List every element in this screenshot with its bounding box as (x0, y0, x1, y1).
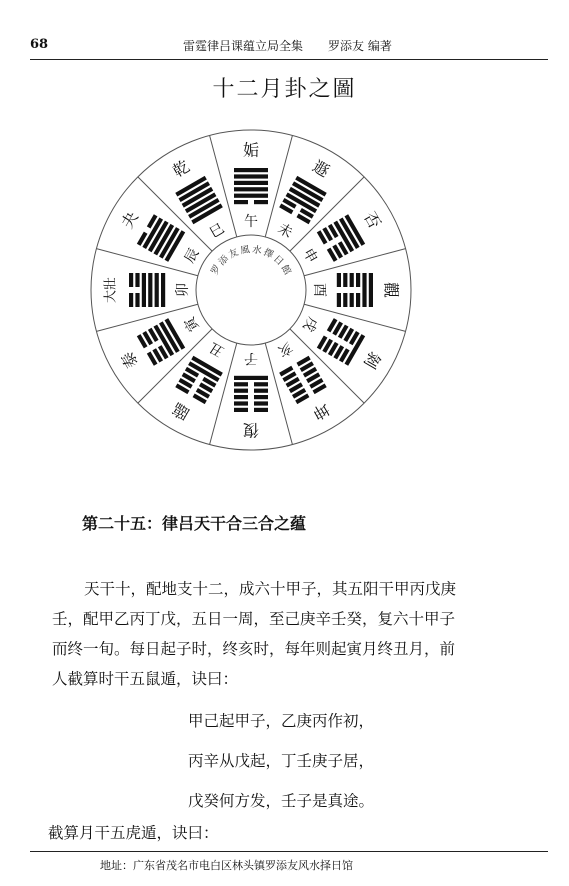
yang-line (142, 273, 146, 307)
yin-line (254, 200, 268, 204)
verse-line: 丙辛从戊起，丁壬庚子居， (188, 752, 375, 770)
sector-divider (265, 135, 292, 236)
branch-label: 丑 (206, 338, 228, 360)
yang-line (148, 273, 152, 307)
yin-line (135, 273, 139, 287)
yin-line (254, 395, 268, 399)
footer-address: 地址：广东省茂名市电白区林头镇罗添友风水择日馆 (100, 859, 353, 872)
yin-line (343, 273, 347, 287)
hexagram (317, 214, 365, 262)
branch-label: 寅 (181, 313, 203, 335)
yin-line (234, 389, 248, 393)
branch-label: 午 (244, 214, 258, 230)
sector-divider (96, 304, 197, 331)
yang-line (155, 273, 159, 307)
paragraph-line: 而终一旬。每日起子时，终亥时，每年则起寅月终丑月，前 (52, 640, 456, 658)
yin-line (337, 273, 341, 287)
sector-divider (96, 249, 197, 276)
yin-line (129, 293, 133, 307)
figure-title: 十二月卦之圖 (212, 77, 357, 102)
yin-line (135, 293, 139, 307)
hexagram (234, 168, 268, 204)
paragraph-line: 人截算时干五鼠遁，诀曰： (52, 670, 239, 688)
hexagram (175, 176, 223, 224)
gua-name-label: 泰 (117, 348, 142, 372)
yang-line (234, 376, 268, 380)
hexagram (137, 318, 185, 366)
hexagram (234, 376, 268, 412)
hexagram (279, 356, 327, 404)
yin-line (356, 273, 360, 287)
branch-label: 申 (299, 245, 321, 267)
sector-divider (210, 343, 237, 444)
gua-name-label: 否 (360, 208, 385, 232)
gua-name-label: 乾 (169, 156, 193, 181)
gua-name-label: 臨 (169, 399, 193, 424)
paragraph-line: 壬，配甲乙丙丁戊，五日一周，至己庚辛壬癸，复六十甲子 (52, 610, 456, 628)
yin-line (337, 293, 341, 307)
page-number: 68 (30, 37, 49, 52)
yang-line (362, 273, 366, 307)
branch-label: 戌 (299, 313, 321, 335)
verse-line: 甲己起甲子，乙庚丙作初， (188, 712, 375, 730)
yang-line (369, 273, 373, 307)
yin-line (254, 382, 268, 386)
yin-line (254, 408, 268, 412)
branch-label: 卯 (175, 283, 191, 297)
center-seal-char: 日 (270, 253, 286, 268)
sector-divider (265, 343, 292, 444)
branch-label: 巳 (206, 220, 228, 242)
center-seal-char: 罗 (209, 263, 224, 277)
gua-name-label: 復 (242, 420, 260, 440)
sector-divider (210, 135, 237, 236)
yin-line (254, 389, 268, 393)
closing-line: 截算月干五虎遁，诀曰： (48, 824, 219, 842)
branch-label: 未 (274, 220, 296, 242)
branch-label: 亥 (274, 338, 296, 360)
center-seal-char: 友 (226, 246, 241, 261)
gua-name-label: 夬 (117, 208, 142, 232)
hexagram (175, 356, 223, 404)
yang-line (234, 174, 268, 178)
branch-label: 酉 (311, 283, 327, 297)
sector-divider (304, 249, 405, 276)
verse-line: 戊癸何方发，壬子是真途。 (188, 792, 375, 810)
yin-line (234, 395, 248, 399)
page-header (30, 33, 548, 60)
branch-label: 子 (244, 350, 258, 366)
yin-line (343, 293, 347, 307)
yang-line (234, 194, 268, 198)
center-seal-char: 水 (251, 244, 263, 257)
author-credit: 罗添友 编著 (328, 39, 392, 53)
center-seal-char: 風 (239, 244, 251, 257)
gua-name-label: 遯 (309, 156, 333, 181)
paragraph-line: 天干十，配地支十二，成六十甲子，其五阳干甲丙戊庚 (84, 580, 457, 598)
section-title: 第二十五：律吕天干合三合之蕴 (82, 514, 307, 533)
gua-name-label: 觀 (381, 281, 401, 299)
yin-line (129, 273, 133, 287)
yin-line (350, 293, 354, 307)
branch-label: 辰 (181, 245, 203, 267)
hexagram (137, 214, 185, 262)
book-title: 雷霆律吕课蕴立局全集 (183, 39, 304, 53)
hexagram (317, 318, 365, 366)
yin-line (234, 200, 248, 204)
yang-line (234, 181, 268, 185)
yin-line (234, 401, 248, 405)
gua-name-label: 剝 (360, 348, 385, 372)
yin-line (234, 408, 248, 412)
yang-line (234, 187, 268, 191)
footer-rule (30, 851, 548, 852)
gua-name-label: 坤 (309, 399, 333, 424)
yang-line (234, 168, 268, 172)
yin-line (356, 293, 360, 307)
hexagram (279, 176, 327, 224)
hexagram (129, 273, 165, 307)
center-seal-char: 添 (216, 253, 232, 268)
hexagram (337, 273, 373, 307)
yin-line (234, 382, 248, 386)
gua-name-label: 大壯 (103, 276, 119, 304)
sector-divider (304, 304, 405, 331)
twelve-month-hexagram-wheel (86, 125, 416, 455)
yin-line (254, 401, 268, 405)
center-seal-char: 館 (278, 263, 293, 277)
yin-line (350, 273, 354, 287)
yang-line (161, 273, 165, 307)
center-seal-char: 擇 (261, 246, 276, 261)
gua-name-label: 姤 (242, 140, 260, 160)
